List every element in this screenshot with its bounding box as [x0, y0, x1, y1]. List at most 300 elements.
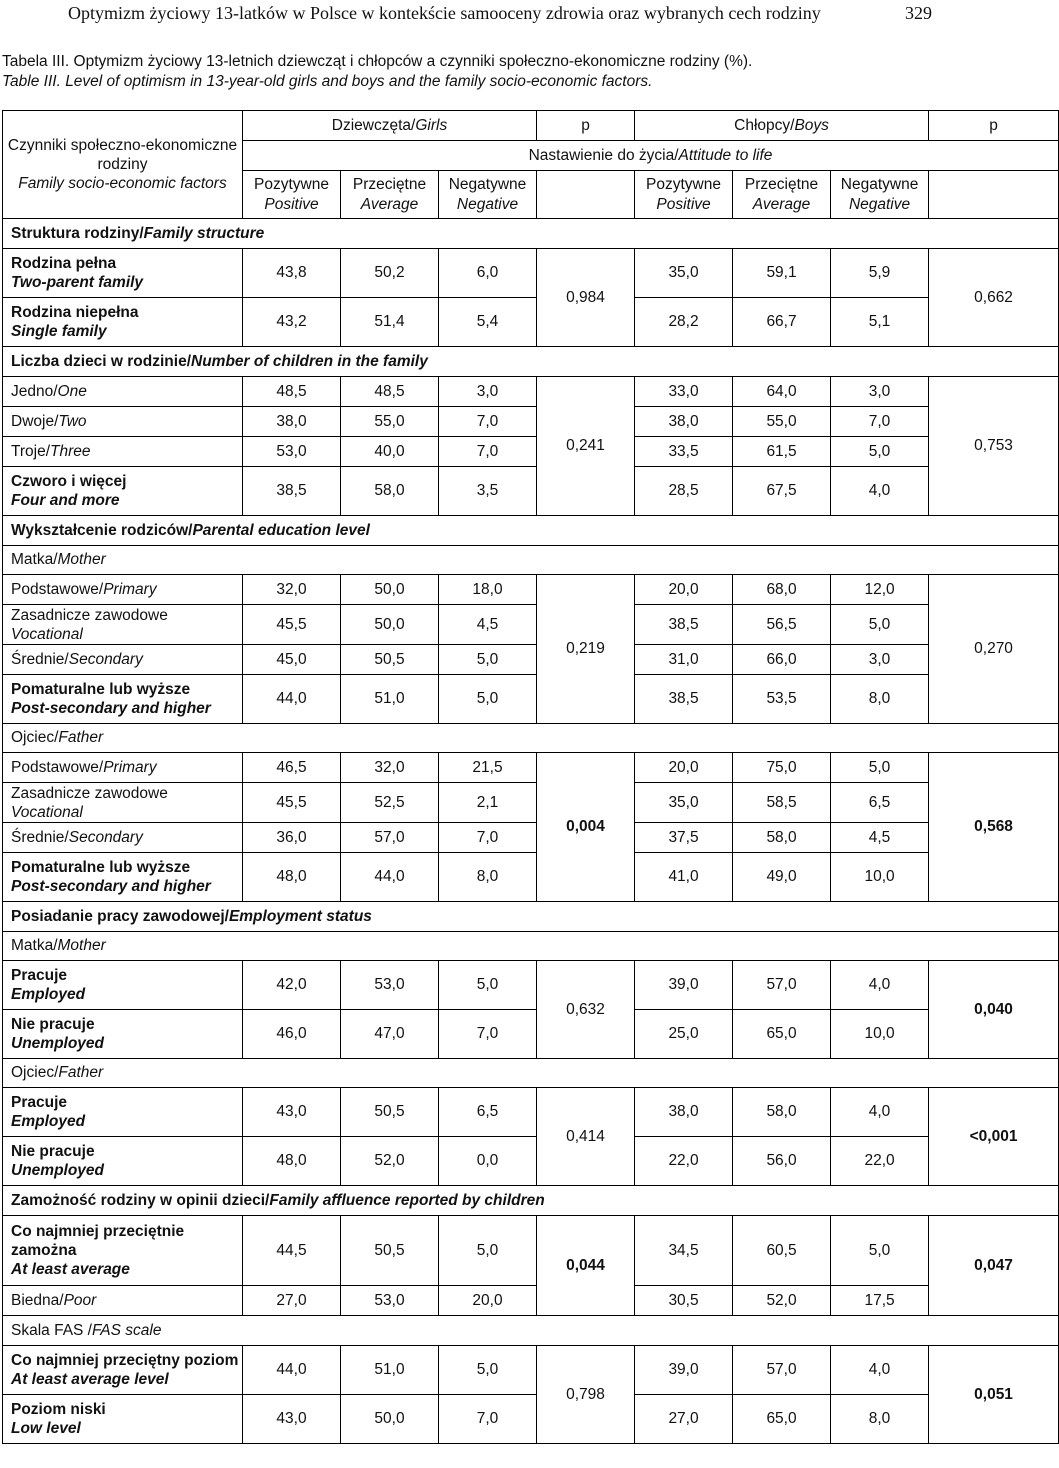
boys-value-0: 33,0: [635, 377, 733, 407]
table-row: [3, 1346, 1059, 1395]
subgroup-title-en: Mother: [57, 551, 106, 568]
section-title-en: Family structure: [143, 224, 265, 242]
boys-header-pl: Chłopcy/: [734, 116, 795, 134]
boys-value-0: 28,5: [635, 467, 733, 516]
girls-header-en: Girls: [415, 116, 448, 134]
section-title-en: Number of children in the family: [191, 352, 428, 370]
row-label-pl: Czworo i więcej: [11, 473, 127, 490]
row-label-pl: Pomaturalne lub wyższe: [11, 859, 191, 876]
row-label-pl: Zasadnicze zawodowe: [11, 784, 168, 802]
boys-value-2: 10,0: [831, 853, 929, 902]
section-title-pl: Skala FAS /: [11, 1321, 92, 1339]
p-value-girls: 0,632: [537, 961, 635, 1059]
girls-value-1: 55,0: [341, 407, 439, 437]
boys-value-1: 55,0: [733, 407, 831, 437]
row-label-pl: Nie pracuje: [11, 1016, 95, 1033]
girls-header: [243, 111, 537, 141]
col-label-en: Positive: [656, 195, 711, 213]
row-label-en: Unemployed: [11, 1035, 105, 1052]
table-row: [3, 753, 1059, 783]
boys-value-1: 65,0: [733, 1010, 831, 1059]
boys-value-1: 75,0: [733, 753, 831, 783]
row-label-pl: Pracuje: [11, 967, 68, 984]
row-label-pl: Podstawowe/: [11, 759, 104, 776]
row-label: [3, 1137, 243, 1186]
boys-header-en: Boys: [794, 116, 829, 134]
girls-value-1: 50,0: [341, 1395, 439, 1444]
row-label-en: Vocational: [11, 803, 83, 821]
table-row: [3, 1088, 1059, 1137]
girls-value-0: 42,0: [243, 961, 341, 1010]
girls-value-2: 20,0: [439, 1286, 537, 1316]
boys-value-2: 17,5: [831, 1286, 929, 1316]
boys-col-1: [733, 171, 831, 219]
row-label-en: Primary: [103, 581, 157, 598]
col-label-pl: Przeciętne: [352, 175, 427, 193]
row-label-en: Low level: [11, 1420, 81, 1437]
col-label-en: Average: [752, 195, 811, 213]
girls-value-0: 43,8: [243, 249, 341, 298]
girls-value-0: 38,0: [243, 407, 341, 437]
table-row: [3, 249, 1059, 298]
row-label-en: Vocational: [11, 625, 83, 643]
girls-value-1: 51,4: [341, 298, 439, 347]
boys-value-2: 12,0: [831, 575, 929, 605]
row-label-en: At least average level: [11, 1371, 169, 1388]
boys-value-2: 5,9: [831, 249, 929, 298]
boys-value-2: 22,0: [831, 1137, 929, 1186]
row-label-pl: Pomaturalne lub wyższe: [11, 681, 191, 698]
subgroup-title: [3, 932, 1059, 961]
subgroup-title-en: Mother: [57, 937, 106, 954]
boys-value-0: 25,0: [635, 1010, 733, 1059]
boys-value-2: 8,0: [831, 675, 929, 724]
boys-value-1: 66,7: [733, 298, 831, 347]
boys-value-1: 57,0: [733, 961, 831, 1010]
girls-value-1: 48,5: [341, 377, 439, 407]
section-title: [3, 347, 1059, 377]
caption-polish: Tabela III. Optymizm życiowy 13-letnich dziewcząt i chłopców a czynniki społeczno-ekonomiczne rodziny (%).: [2, 53, 753, 70]
girls-value-1: 53,0: [341, 961, 439, 1010]
girls-value-2: 7,0: [439, 407, 537, 437]
boys-value-0: 39,0: [635, 1346, 733, 1395]
boys-value-2: 5,0: [831, 605, 929, 645]
section-title-en: Employment status: [228, 907, 372, 925]
subgroup-title-row: [3, 1059, 1059, 1088]
girls-value-2: 3,5: [439, 467, 537, 516]
section-title-en: FAS scale: [91, 1321, 162, 1339]
row-label: [3, 249, 243, 298]
col-label-en: Negative: [848, 195, 911, 213]
section-title-pl: Wykształcenie rodziców/: [11, 521, 193, 539]
boys-value-2: 5,1: [831, 298, 929, 347]
section-title: [3, 1186, 1059, 1216]
subgroup-title-row: [3, 932, 1059, 961]
section-title-en: Parental education level: [192, 521, 370, 539]
girls-col-1: [341, 171, 439, 219]
girls-value-0: 44,0: [243, 675, 341, 724]
boys-value-2: 7,0: [831, 407, 929, 437]
girls-value-1: 50,5: [341, 1216, 439, 1286]
subgroup-title-en: Father: [58, 1064, 104, 1081]
row-label-en: Single family: [11, 323, 107, 340]
boys-value-1: 64,0: [733, 377, 831, 407]
girls-value-0: 48,0: [243, 853, 341, 902]
boys-value-1: 56,0: [733, 1137, 831, 1186]
factor-header: [3, 111, 243, 219]
p-value-girls: 0,984: [537, 249, 635, 347]
section-title-pl: Zamożność rodziny w opinii dzieci/: [11, 1191, 270, 1209]
row-label: [3, 1216, 243, 1286]
attitude-header-pl: Nastawienie do życia/: [528, 146, 679, 164]
boys-col-2: [831, 171, 929, 219]
boys-value-1: 58,5: [733, 783, 831, 823]
factor-header-pl: Czynniki społeczno-ekonomiczne rodziny: [7, 137, 238, 173]
row-label: [3, 1088, 243, 1137]
girls-value-0: 38,5: [243, 467, 341, 516]
row-label-en: One: [57, 383, 87, 400]
subgroup-title-en: Father: [58, 729, 104, 746]
girls-value-1: 50,5: [341, 1088, 439, 1137]
section-title: [3, 1316, 1059, 1346]
row-label-pl: Średnie/: [11, 651, 69, 668]
girls-value-1: 51,0: [341, 675, 439, 724]
row-label-pl: Podstawowe/: [11, 581, 104, 598]
boys-value-2: 6,5: [831, 783, 929, 823]
girls-value-1: 50,0: [341, 605, 439, 645]
row-label-pl: Rodzina niepełna: [11, 304, 139, 321]
boys-value-2: 3,0: [831, 645, 929, 675]
running-head-title: Optymizm życiowy 13-latków w Polsce w kontekście samooceny zdrowia oraz wybranych cech rodziny: [68, 3, 821, 23]
row-label-en: Two-parent family: [11, 274, 144, 291]
row-label: [3, 605, 243, 645]
row-label-pl: Co najmniej przeciętnie zamożna: [11, 1223, 185, 1259]
girls-value-0: 43,0: [243, 1088, 341, 1137]
girls-value-1: 44,0: [341, 853, 439, 902]
p-value-girls: 0,414: [537, 1088, 635, 1186]
girls-value-2: 18,0: [439, 575, 537, 605]
boys-col-0: [635, 171, 733, 219]
girls-value-1: 58,0: [341, 467, 439, 516]
boys-value-2: 4,0: [831, 1346, 929, 1395]
girls-value-0: 32,0: [243, 575, 341, 605]
girls-value-0: 48,5: [243, 377, 341, 407]
p-value-boys: 0,753: [929, 377, 1059, 516]
boys-value-2: 4,0: [831, 467, 929, 516]
boys-value-0: 38,0: [635, 407, 733, 437]
boys-value-0: 38,0: [635, 1088, 733, 1137]
boys-value-1: 68,0: [733, 575, 831, 605]
girls-col-2: [439, 171, 537, 219]
page-number: 329: [905, 3, 932, 23]
section-title-pl: Posiadanie pracy zawodowej/: [11, 907, 229, 925]
boys-value-0: 38,5: [635, 605, 733, 645]
section-title-row: [3, 516, 1059, 546]
section-title: [3, 219, 1059, 249]
section-title-row: [3, 902, 1059, 932]
table-row: [3, 1137, 1059, 1186]
girls-value-1: 50,0: [341, 575, 439, 605]
girls-value-0: 46,0: [243, 1010, 341, 1059]
table-row: [3, 575, 1059, 605]
row-label: [3, 1395, 243, 1444]
girls-value-1: 50,5: [341, 645, 439, 675]
table-row: [3, 437, 1059, 467]
row-label: [3, 437, 243, 467]
girls-value-1: 50,2: [341, 249, 439, 298]
row-label: [3, 467, 243, 516]
row-label-pl: Zasadnicze zawodowe: [11, 606, 168, 624]
boys-value-1: 57,0: [733, 1346, 831, 1395]
boys-value-0: 38,5: [635, 675, 733, 724]
table-row: [3, 823, 1059, 853]
optimism-table: [2, 110, 1059, 1444]
col-label-pl: Negatywne: [448, 175, 527, 193]
girls-value-0: 45,5: [243, 783, 341, 823]
girls-value-1: 52,0: [341, 1137, 439, 1186]
running-head: [0, 0, 960, 34]
table-row: [3, 1286, 1059, 1316]
boys-value-2: 10,0: [831, 1010, 929, 1059]
boys-value-0: 37,5: [635, 823, 733, 853]
boys-value-0: 34,5: [635, 1216, 733, 1286]
p-value-girls: 0,219: [537, 575, 635, 724]
row-label: [3, 753, 243, 783]
row-label-pl: Pracuje: [11, 1094, 68, 1111]
boys-value-0: 39,0: [635, 961, 733, 1010]
p-value-boys: <0,001: [929, 1088, 1059, 1186]
girls-value-2: 5,0: [439, 1216, 537, 1286]
row-label-pl: Dwoje/: [11, 413, 59, 430]
girls-value-2: 7,0: [439, 437, 537, 467]
girls-value-2: 21,5: [439, 753, 537, 783]
girls-value-0: 44,5: [243, 1216, 341, 1286]
boys-value-2: 4,0: [831, 961, 929, 1010]
col-label-pl: Przeciętne: [744, 175, 819, 193]
table-container: [2, 110, 1018, 1444]
table-row: [3, 675, 1059, 724]
row-label-pl: Nie pracuje: [11, 1143, 95, 1160]
col-label-pl: Negatywne: [840, 175, 919, 193]
girls-value-1: 32,0: [341, 753, 439, 783]
subgroup-title: [3, 1059, 1059, 1088]
table-header: [3, 111, 1059, 219]
girls-value-0: 45,5: [243, 605, 341, 645]
subgroup-title-pl: Ojciec/: [11, 729, 59, 746]
girls-value-0: 36,0: [243, 823, 341, 853]
girls-value-0: 27,0: [243, 1286, 341, 1316]
boys-value-0: 35,0: [635, 249, 733, 298]
boys-value-1: 58,0: [733, 1088, 831, 1137]
girls-value-2: 7,0: [439, 1395, 537, 1444]
table-row: [3, 645, 1059, 675]
table-row: [3, 961, 1059, 1010]
p-value-boys: 0,051: [929, 1346, 1059, 1444]
girls-value-2: 6,5: [439, 1088, 537, 1137]
p-header-girls: p: [537, 111, 635, 141]
p-value-girls: 0,798: [537, 1346, 635, 1444]
p-value-boys: 0,040: [929, 961, 1059, 1059]
girls-value-2: 5,4: [439, 298, 537, 347]
boys-value-1: 65,0: [733, 1395, 831, 1444]
girls-value-2: 5,0: [439, 1346, 537, 1395]
row-label: [3, 407, 243, 437]
table-caption: [2, 52, 752, 92]
boys-value-2: 5,0: [831, 753, 929, 783]
boys-value-0: 20,0: [635, 575, 733, 605]
boys-value-2: 5,0: [831, 437, 929, 467]
girls-value-1: 40,0: [341, 437, 439, 467]
table-body: [3, 219, 1059, 1444]
p-value-girls: 0,004: [537, 753, 635, 902]
row-label-en: At least average: [11, 1261, 130, 1278]
subgroup-title-row: [3, 724, 1059, 753]
subgroup-title-pl: Ojciec/: [11, 1064, 59, 1081]
col-label-en: Average: [360, 195, 419, 213]
boys-value-0: 41,0: [635, 853, 733, 902]
boys-value-1: 52,0: [733, 1286, 831, 1316]
table-row: [3, 1395, 1059, 1444]
boys-value-2: 4,0: [831, 1088, 929, 1137]
boys-value-1: 58,0: [733, 823, 831, 853]
boys-value-0: 30,5: [635, 1286, 733, 1316]
row-label-en: Four and more: [11, 492, 120, 509]
row-label-en: Secondary: [68, 829, 143, 846]
girls-value-2: 4,5: [439, 605, 537, 645]
section-title-en: Family affluence reported by children: [269, 1191, 545, 1209]
table-row: [3, 1216, 1059, 1286]
row-label: [3, 783, 243, 823]
girls-value-0: 43,0: [243, 1395, 341, 1444]
section-title-pl: Struktura rodziny/: [11, 224, 144, 242]
row-label: [3, 1010, 243, 1059]
row-label: [3, 675, 243, 724]
row-label-pl: Jedno/: [11, 383, 58, 400]
row-label-pl: Co najmniej przeciętny poziom: [11, 1352, 239, 1369]
section-title: [3, 516, 1059, 546]
row-label-en: Two: [58, 413, 87, 430]
factor-header-en: Family socio-economic factors: [18, 175, 227, 192]
boys-value-0: 20,0: [635, 753, 733, 783]
table-row: [3, 467, 1059, 516]
boys-value-2: 5,0: [831, 1216, 929, 1286]
row-label: [3, 961, 243, 1010]
subgroup-title: [3, 546, 1059, 575]
boys-value-2: 8,0: [831, 1395, 929, 1444]
p-value-boys: 0,662: [929, 249, 1059, 347]
section-title-row: [3, 1316, 1059, 1346]
boys-value-1: 61,5: [733, 437, 831, 467]
row-label: [3, 575, 243, 605]
table-row: [3, 783, 1059, 823]
row-label-en: Three: [50, 443, 91, 460]
row-label-pl: Średnie/: [11, 829, 69, 846]
girls-value-2: 7,0: [439, 1010, 537, 1059]
boys-value-1: 60,5: [733, 1216, 831, 1286]
boys-value-1: 49,0: [733, 853, 831, 902]
row-label: [3, 645, 243, 675]
p-empty-boys: [929, 171, 1059, 219]
p-value-boys: 0,270: [929, 575, 1059, 724]
attitude-header: [243, 141, 1059, 171]
girls-value-2: 7,0: [439, 823, 537, 853]
p-value-girls: 0,044: [537, 1216, 635, 1316]
boys-value-1: 66,0: [733, 645, 831, 675]
row-label: [3, 1346, 243, 1395]
row-label-en: Primary: [103, 759, 157, 776]
section-title-row: [3, 347, 1059, 377]
boys-value-0: 28,2: [635, 298, 733, 347]
row-label-pl: Poziom niski: [11, 1401, 106, 1418]
row-label-pl: Biedna/: [11, 1292, 64, 1309]
boys-value-1: 56,5: [733, 605, 831, 645]
boys-value-0: 22,0: [635, 1137, 733, 1186]
boys-value-2: 4,5: [831, 823, 929, 853]
row-label: [3, 377, 243, 407]
girls-value-0: 46,5: [243, 753, 341, 783]
section-title-row: [3, 219, 1059, 249]
row-label-en: Employed: [11, 986, 86, 1003]
table-row: [3, 377, 1059, 407]
girls-col-0: [243, 171, 341, 219]
table-row: [3, 298, 1059, 347]
boys-value-0: 31,0: [635, 645, 733, 675]
row-label-en: Unemployed: [11, 1162, 105, 1179]
boys-value-2: 3,0: [831, 377, 929, 407]
p-empty-girls: [537, 171, 635, 219]
row-label-en: Employed: [11, 1113, 86, 1130]
row-label-pl: Troje/: [11, 443, 51, 460]
row-label-en: Post-secondary and higher: [11, 700, 211, 717]
caption-english: Table III. Level of optimism in 13-year-old girls and boys and the family socio-economic factors.: [2, 73, 653, 90]
girls-value-2: 6,0: [439, 249, 537, 298]
boys-value-0: 35,0: [635, 783, 733, 823]
p-value-boys: 0,568: [929, 753, 1059, 902]
p-value-girls: 0,241: [537, 377, 635, 516]
col-label-pl: Pozytywne: [254, 175, 329, 193]
girls-value-0: 45,0: [243, 645, 341, 675]
row-label: [3, 298, 243, 347]
boys-value-1: 59,1: [733, 249, 831, 298]
girls-value-2: 5,0: [439, 675, 537, 724]
col-label-en: Negative: [456, 195, 519, 213]
girls-header-pl: Dziewczęta/: [331, 116, 416, 134]
boys-value-1: 67,5: [733, 467, 831, 516]
row-label-en: Secondary: [68, 651, 143, 668]
girls-value-1: 47,0: [341, 1010, 439, 1059]
table-row: [3, 407, 1059, 437]
girls-value-0: 44,0: [243, 1346, 341, 1395]
girls-value-1: 53,0: [341, 1286, 439, 1316]
subgroup-title-pl: Matka/: [11, 937, 58, 954]
girls-value-2: 5,0: [439, 961, 537, 1010]
row-label: [3, 1286, 243, 1316]
table-row: [3, 1010, 1059, 1059]
table-row: [3, 853, 1059, 902]
girls-value-1: 52,5: [341, 783, 439, 823]
row-label-pl: Rodzina pełna: [11, 255, 117, 272]
girls-value-2: 0,0: [439, 1137, 537, 1186]
attitude-header-en: Attitude to life: [678, 146, 773, 164]
boys-header: [635, 111, 929, 141]
row-label: [3, 853, 243, 902]
subgroup-title-row: [3, 546, 1059, 575]
table-row: [3, 605, 1059, 645]
girls-value-2: 5,0: [439, 645, 537, 675]
boys-value-0: 33,5: [635, 437, 733, 467]
row-label: [3, 823, 243, 853]
col-label-pl: Pozytywne: [646, 175, 721, 193]
